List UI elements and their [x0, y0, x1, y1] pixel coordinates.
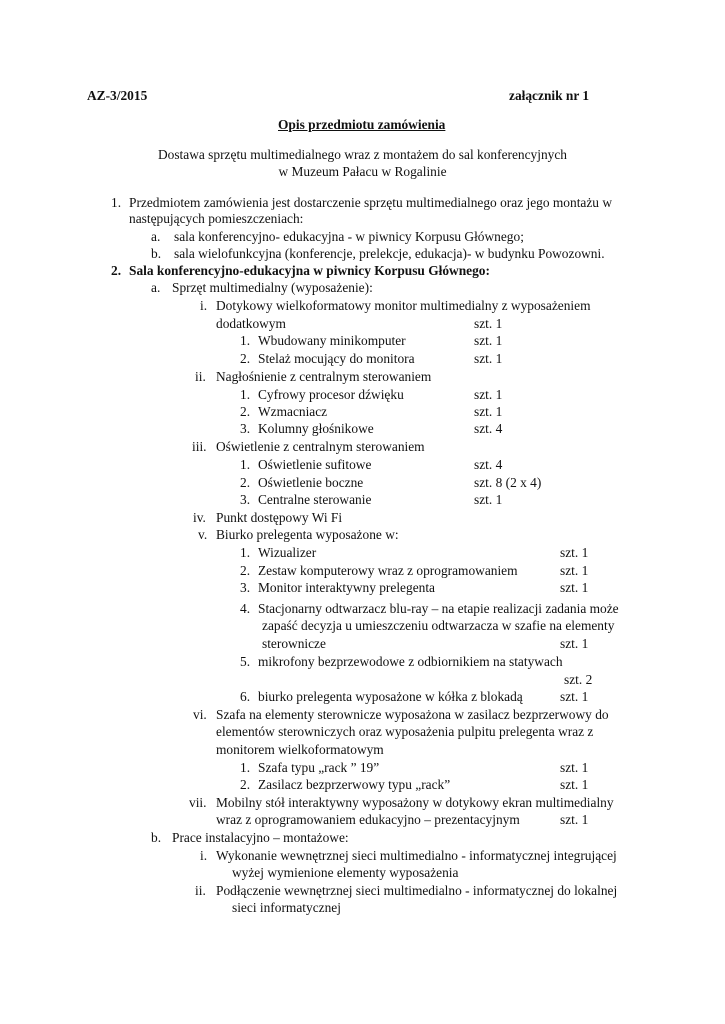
item-v-3-text: Monitor interaktywny prelegenta — [258, 580, 436, 595]
subtitle-line-1: Dostawa sprzętu multimedialnego wraz z montażem do sal konferencyjnych — [157, 147, 568, 162]
item-iv-label: Punkt dostępowy Wi Fi — [216, 510, 343, 525]
section-2-b-marker: b. — [151, 830, 162, 845]
item-iii-1-text: Oświetlenie sufitowe — [258, 457, 372, 472]
section-2-heading: Sala konferencyjno-edukacyjna w piwnicy Korpusu Głównego: — [129, 263, 490, 278]
item-ii-2-number: 2. — [240, 404, 251, 419]
section-2-a-marker: a. — [151, 280, 161, 295]
section-2-a-label: Sprzęt multimedialny (wyposażenie): — [172, 280, 373, 295]
item-i-2-number: 2. — [240, 351, 251, 366]
section-1-a-text: sala konferencyjno- edukacyjna - w piwnicy Korpusu Głównego; — [174, 229, 524, 244]
item-vi-1-quantity: szt. 1 — [560, 760, 589, 775]
section-1-number: 1. — [111, 195, 122, 210]
item-v-2-quantity: szt. 1 — [560, 563, 589, 578]
item-v-2-text: Zestaw komputerowy wraz z oprogramowaniem — [258, 563, 518, 578]
works-ii-line-2: sieci informatycznej — [232, 900, 341, 915]
item-v-3-quantity: szt. 1 — [560, 580, 589, 595]
item-i-quantity: szt. 1 — [474, 316, 503, 331]
item-ii-marker: ii. — [195, 369, 206, 384]
item-vi-2-number: 2. — [240, 777, 251, 792]
item-ii-2-quantity: szt. 1 — [474, 404, 503, 419]
document-title: Opis przedmiotu zamówienia — [278, 117, 446, 132]
item-v-label: Biurko prelegenta wyposażone w: — [216, 527, 399, 542]
item-vi-line-2: elementów sterowniczych oraz wyposażenia pulpitu prelegenta wraz z — [216, 724, 594, 739]
item-iii-2-text: Oświetlenie boczne — [258, 475, 364, 490]
item-iii-3-quantity: szt. 1 — [474, 492, 503, 507]
item-iii-1-quantity: szt. 4 — [474, 457, 503, 472]
item-iii-1-number: 1. — [240, 457, 251, 472]
item-v-3-number: 3. — [240, 580, 251, 595]
section-1-b-text: sala wielofunkcyjna (konferencje, prelekcje, edukacja)- w budynku Powozowni. — [174, 246, 605, 261]
item-iv-marker: iv. — [193, 510, 206, 525]
document-reference: AZ-3/2015 — [87, 88, 148, 103]
item-v-4-line-1: Stacjonarny odtwarzacz blu-ray – na etapie realizacji zadania może — [258, 601, 619, 616]
works-i-marker: i. — [200, 848, 208, 863]
item-v-2-number: 2. — [240, 563, 251, 578]
item-vi-line-3: monitorem wielkoformatowym — [216, 742, 384, 757]
item-v-4-line-3: sterownicze — [262, 636, 326, 651]
item-vi-marker: vi. — [193, 707, 207, 722]
item-v-5-quantity: szt. 2 — [564, 672, 593, 687]
item-i-1-quantity: szt. 1 — [474, 333, 503, 348]
section-2-number: 2. — [111, 263, 122, 278]
item-vi-2-quantity: szt. 1 — [560, 777, 589, 792]
item-ii-1-quantity: szt. 1 — [474, 387, 503, 402]
item-ii-3-text: Kolumny głośnikowe — [258, 421, 374, 436]
item-v-6-text: biurko prelegenta wyposażone w kółka z blokadą — [258, 689, 523, 704]
item-v-1-quantity: szt. 1 — [560, 545, 589, 560]
item-i-line-1: Dotykowy wielkoformatowy monitor multimedialny z wyposażeniem — [216, 298, 591, 313]
item-vi-1-text: Szafa typu „rack ” 19” — [258, 760, 380, 775]
item-vii-quantity: szt. 1 — [560, 812, 589, 827]
item-v-1-text: Wizualizer — [258, 545, 317, 560]
item-i-2-text: Stelaż mocujący do monitora — [258, 351, 415, 366]
item-ii-2-text: Wzmacniacz — [258, 404, 328, 419]
section-1-a-marker: a. — [151, 229, 161, 244]
item-v-5-number: 5. — [240, 654, 251, 669]
item-i-1-text: Wbudowany minikomputer — [258, 333, 406, 348]
works-ii-line-1: Podłączenie wewnętrznej sieci multimedialno - informatycznej do lokalnej — [216, 883, 618, 898]
item-iii-3-number: 3. — [240, 492, 251, 507]
item-i-marker: i. — [200, 298, 208, 313]
item-vii-line-2: wraz z oprogramowaniem edukacyjno – prezentacyjnym — [216, 812, 520, 827]
item-iii-3-text: Centralne sterowanie — [258, 492, 372, 507]
item-v-4-line-2: zapaść decyzja u umieszczeniu odtwarzacza w szafie na elementy — [262, 618, 615, 633]
item-vii-marker: vii. — [189, 795, 207, 810]
works-i-line-2: wyżej wymienione elementy wyposażenia — [232, 865, 459, 880]
item-vi-1-number: 1. — [240, 760, 251, 775]
item-i-2-quantity: szt. 1 — [474, 351, 503, 366]
item-iii-2-number: 2. — [240, 475, 251, 490]
item-v-4-quantity: szt. 1 — [560, 636, 589, 651]
item-ii-1-text: Cyfrowy procesor dźwięku — [258, 387, 404, 402]
item-vi-line-1: Szafa na elementy sterownicze wyposażona w zasilacz bezprzerwowy do — [216, 707, 609, 722]
item-i-1-number: 1. — [240, 333, 251, 348]
attachment-label: załącznik nr 1 — [509, 88, 590, 103]
item-v-6-quantity: szt. 1 — [560, 689, 589, 704]
subtitle-line-2: w Muzeum Pałacu w Rogalinie — [278, 164, 447, 179]
item-v-4-number: 4. — [240, 601, 251, 616]
section-2-b-label: Prace instalacyjno – montażowe: — [172, 830, 349, 845]
item-iii-2-quantity: szt. 8 (2 x 4) — [474, 475, 542, 490]
section-1-line-1: Przedmiotem zamówienia jest dostarczenie sprzętu multimedialnego oraz jego montażu w — [129, 195, 613, 210]
item-ii-3-quantity: szt. 4 — [474, 421, 503, 436]
item-vii-line-1: Mobilny stół interaktywny wyposażony w dotykowy ekran multimedialny — [216, 795, 614, 810]
section-1-b-marker: b. — [151, 246, 162, 261]
item-vi-2-text: Zasilacz bezprzerwowy typu „rack” — [258, 777, 451, 792]
item-i-line-2: dodatkowym — [216, 316, 286, 331]
item-v-5-text: mikrofony bezprzewodowe z odbiornikiem na statywach — [258, 654, 563, 669]
item-v-6-number: 6. — [240, 689, 251, 704]
item-iii-marker: iii. — [192, 439, 207, 454]
item-ii-1-number: 1. — [240, 387, 251, 402]
item-v-marker: v. — [198, 527, 208, 542]
section-1-line-2: następujących pomieszczeniach: — [129, 211, 304, 226]
item-ii-3-number: 3. — [240, 421, 251, 436]
item-ii-label: Nagłośnienie z centralnym sterowaniem — [216, 369, 432, 384]
works-ii-marker: ii. — [195, 883, 206, 898]
item-iii-label: Oświetlenie z centralnym sterowaniem — [216, 439, 425, 454]
works-i-line-1: Wykonanie wewnętrznej sieci multimedialno - informatycznej integrującej — [216, 848, 617, 863]
item-v-1-number: 1. — [240, 545, 251, 560]
